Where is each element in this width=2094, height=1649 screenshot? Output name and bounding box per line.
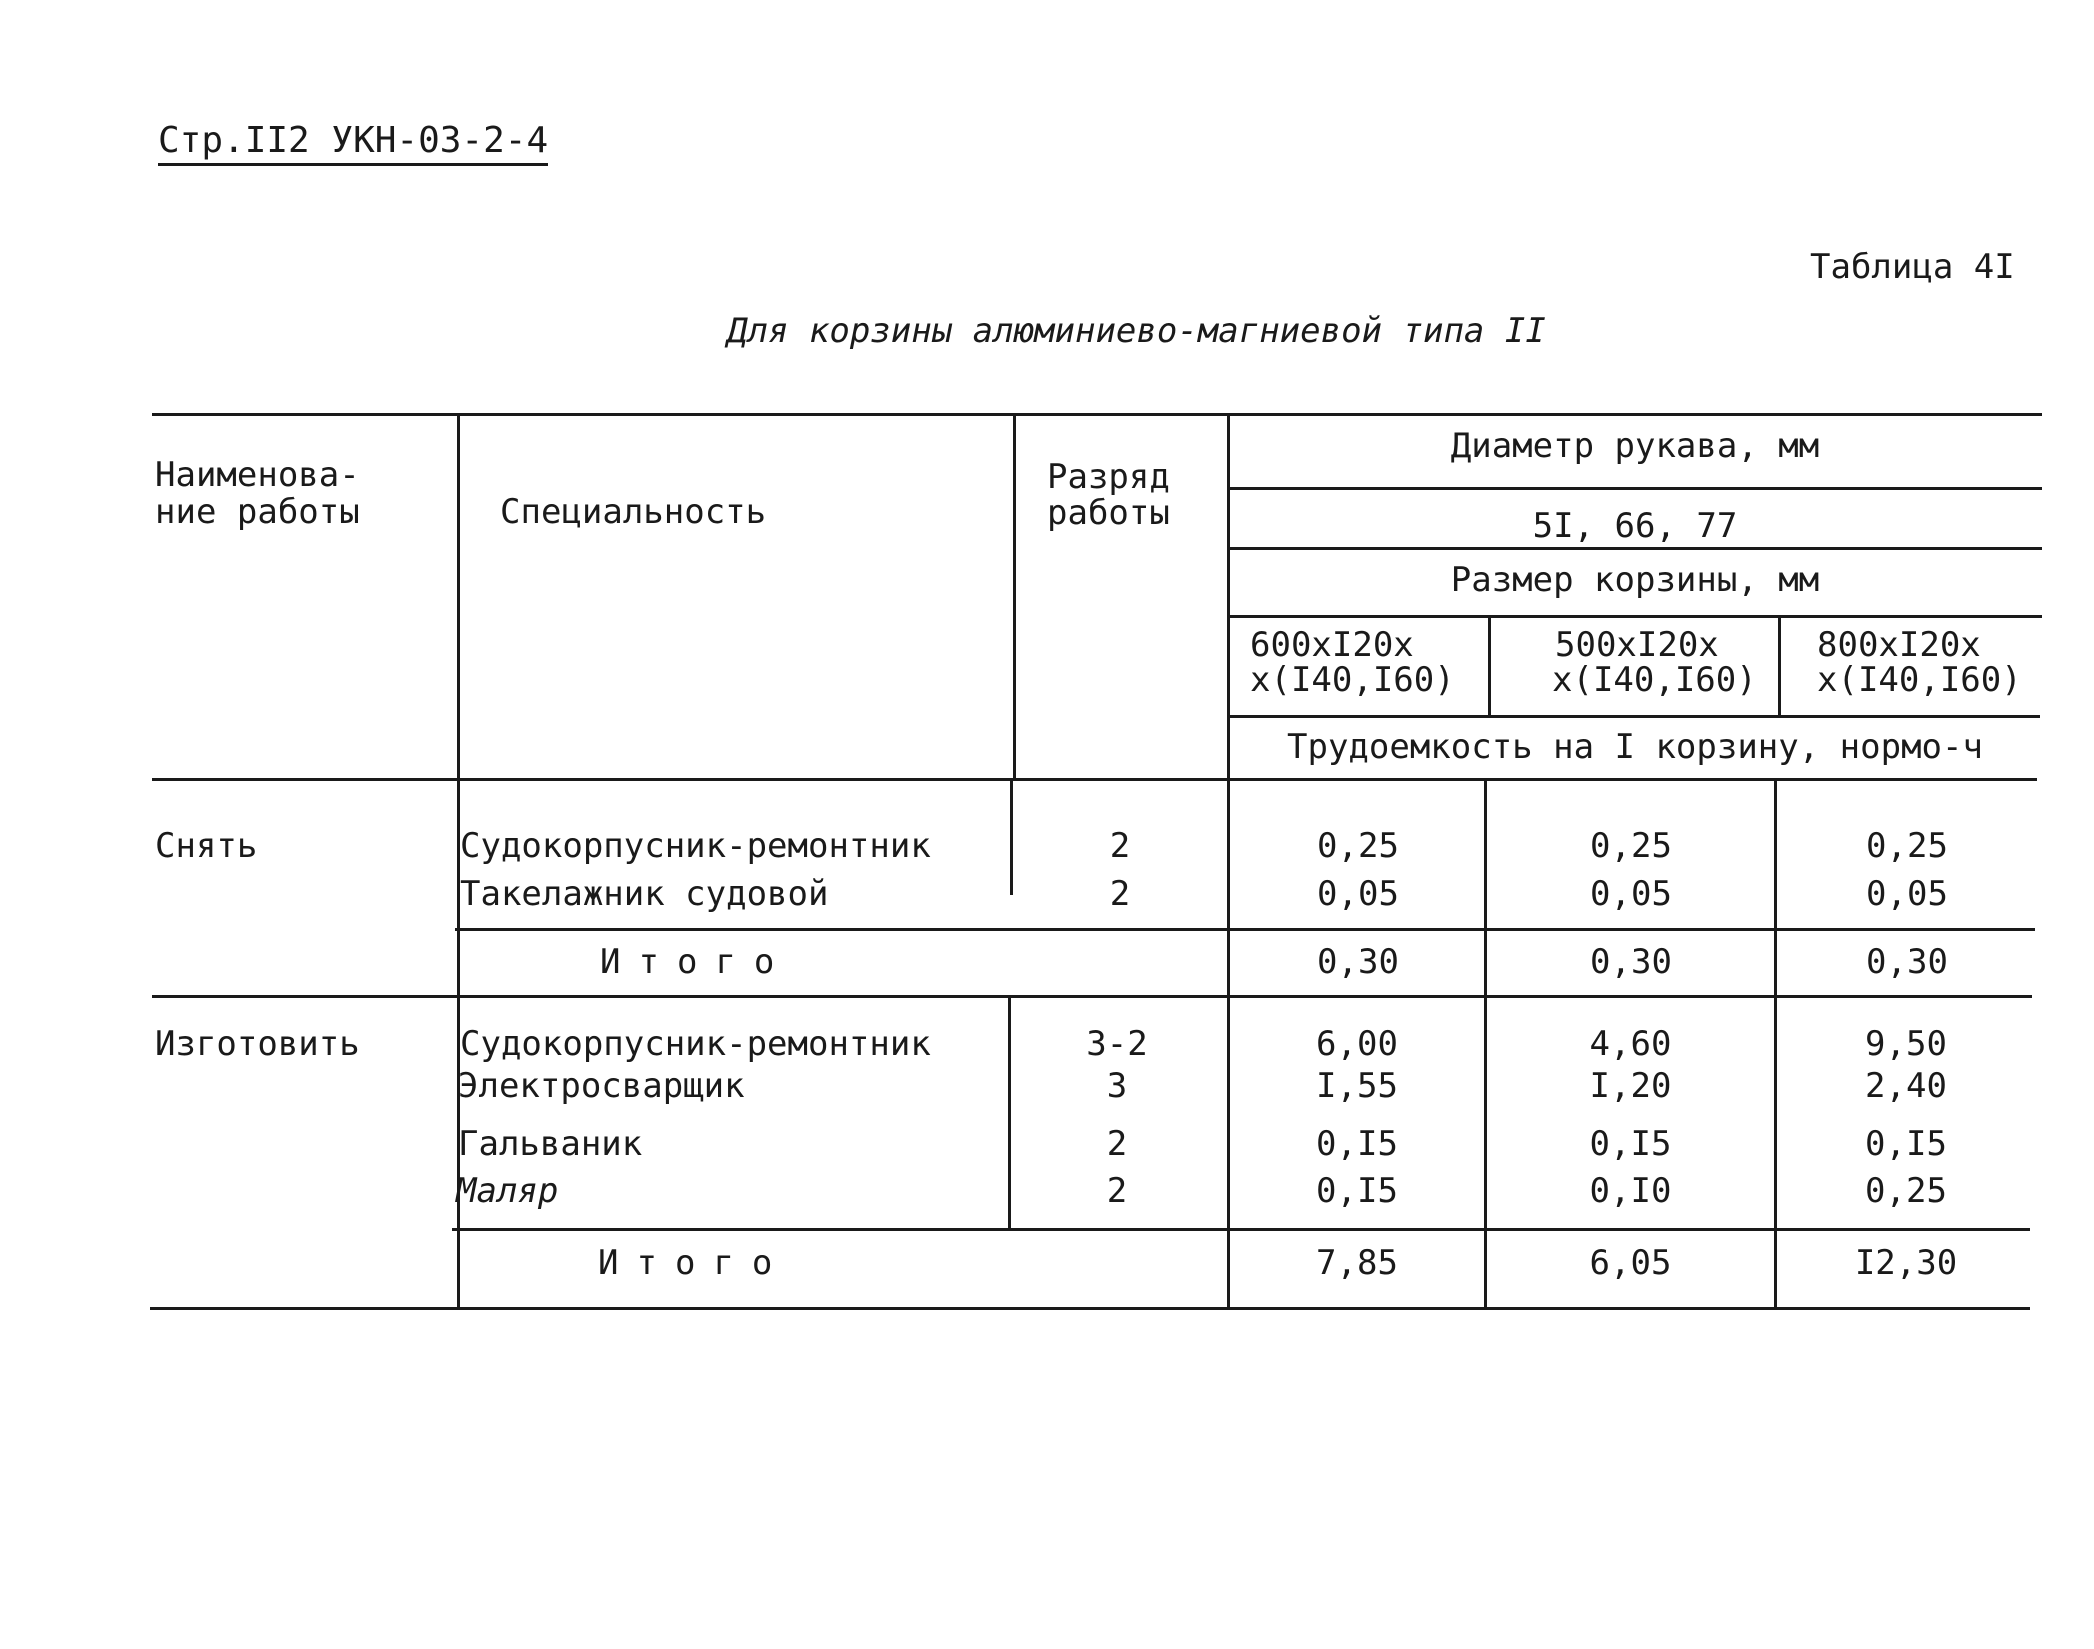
header-basket-size: Размер корзины, мм [1450,560,1820,600]
row-specialty: Судокорпусник-ремонтник [460,1024,931,1064]
row-value-3: 0,25 [1865,1171,1947,1211]
row-value-2: I,20 [1589,1066,1672,1106]
group-2-name: Изготовить [155,1024,360,1064]
total-value-2: 0,30 [1590,942,1672,982]
rule-diameter [1230,487,2042,490]
header-specialty: Специальность [500,492,767,532]
rule-bottom [150,1307,2030,1310]
header-size-3-line2: x(I40,I60) [1817,660,2022,700]
header-sleeve-diameter: Диаметр рукава, мм [1450,426,1820,466]
row-grade: 2 [1109,826,1131,866]
header-work-name-line2: ние работы [155,492,360,532]
header-grade-line1: Разряд [1047,457,1170,497]
row-value-3: 0,25 [1866,826,1948,866]
row-specialty: Электросварщик [458,1066,745,1106]
rule-diameters [1230,547,2042,550]
col-line-v3-left-h [1778,615,1781,715]
row-value-1: 6,00 [1316,1024,1398,1064]
row-value-3: 0,05 [1866,874,1948,914]
row-value-1: 0,25 [1317,826,1399,866]
header-size-1-line2: x(I40,I60) [1250,660,1455,700]
table-number: Таблица 4I [1810,247,2015,287]
col-line-grade-left-h [1013,413,1016,778]
row-value-3: 9,50 [1865,1024,1947,1064]
total-value-1: 0,30 [1317,942,1399,982]
row-specialty: Такелажник судовой [460,874,829,914]
rule-group1-bottom [152,995,2032,998]
table-title: Для корзины алюминиево-магниевой типа II [727,311,1546,351]
header-size-1-line1: 600xI20x [1250,625,1414,665]
rule-sizes [1230,715,2040,718]
page-header: Стр.II2 УКН-03-2-4 [158,120,548,166]
rule-group1-total-top [455,928,2035,931]
total-value-3: I2,30 [1854,1243,1958,1283]
total-label: Итого [600,942,793,982]
total-label: Итого [598,1243,791,1283]
header-grade-line2: работы [1047,493,1170,533]
group-1-name: Снять [155,826,258,866]
row-grade: 2 [1106,1124,1128,1164]
header-size-2-line2: x(I40,I60) [1552,660,1757,700]
row-value-1: 0,I5 [1316,1171,1398,1211]
header-size-2-line1: 500xI20x [1555,625,1719,665]
row-value-3: 0,I5 [1865,1124,1947,1164]
row-value-2: 0,25 [1590,826,1672,866]
row-specialty: Маляр [456,1171,559,1211]
total-value-1: 7,85 [1316,1243,1398,1283]
header-labor: Трудоемкость на I корзину, нормо-ч [1287,727,1983,767]
row-value-2: 0,05 [1590,874,1672,914]
header-diameters: 5I, 66, 77 [1532,506,1738,546]
row-value-2: 4,60 [1589,1024,1672,1064]
rule-basket-size [1230,615,2042,618]
row-specialty: Гальваник [458,1124,643,1164]
row-grade: 3-2 [1086,1024,1148,1064]
row-specialty: Судокорпусник-ремонтник [460,826,931,866]
header-size-3-line1: 800xI20x [1817,625,1981,665]
row-value-3: 2,40 [1865,1066,1947,1106]
col-line-v2-left-h [1488,615,1491,715]
row-grade: 2 [1106,1171,1128,1211]
row-grade: 2 [1109,874,1131,914]
rule-group2-total-top [452,1228,2030,1231]
rule-top [152,413,2042,416]
row-value-1: 0,I5 [1316,1124,1398,1164]
row-value-2: 0,I0 [1589,1171,1672,1211]
rule-header-bottom [152,778,2037,781]
row-value-1: 0,05 [1317,874,1399,914]
row-value-2: 0,I5 [1589,1124,1672,1164]
total-value-2: 6,05 [1589,1243,1672,1283]
total-value-3: 0,30 [1866,942,1948,982]
row-value-1: I,55 [1316,1066,1398,1106]
row-grade: 3 [1106,1066,1128,1106]
header-work-name-line1: Наименова- [155,455,360,495]
